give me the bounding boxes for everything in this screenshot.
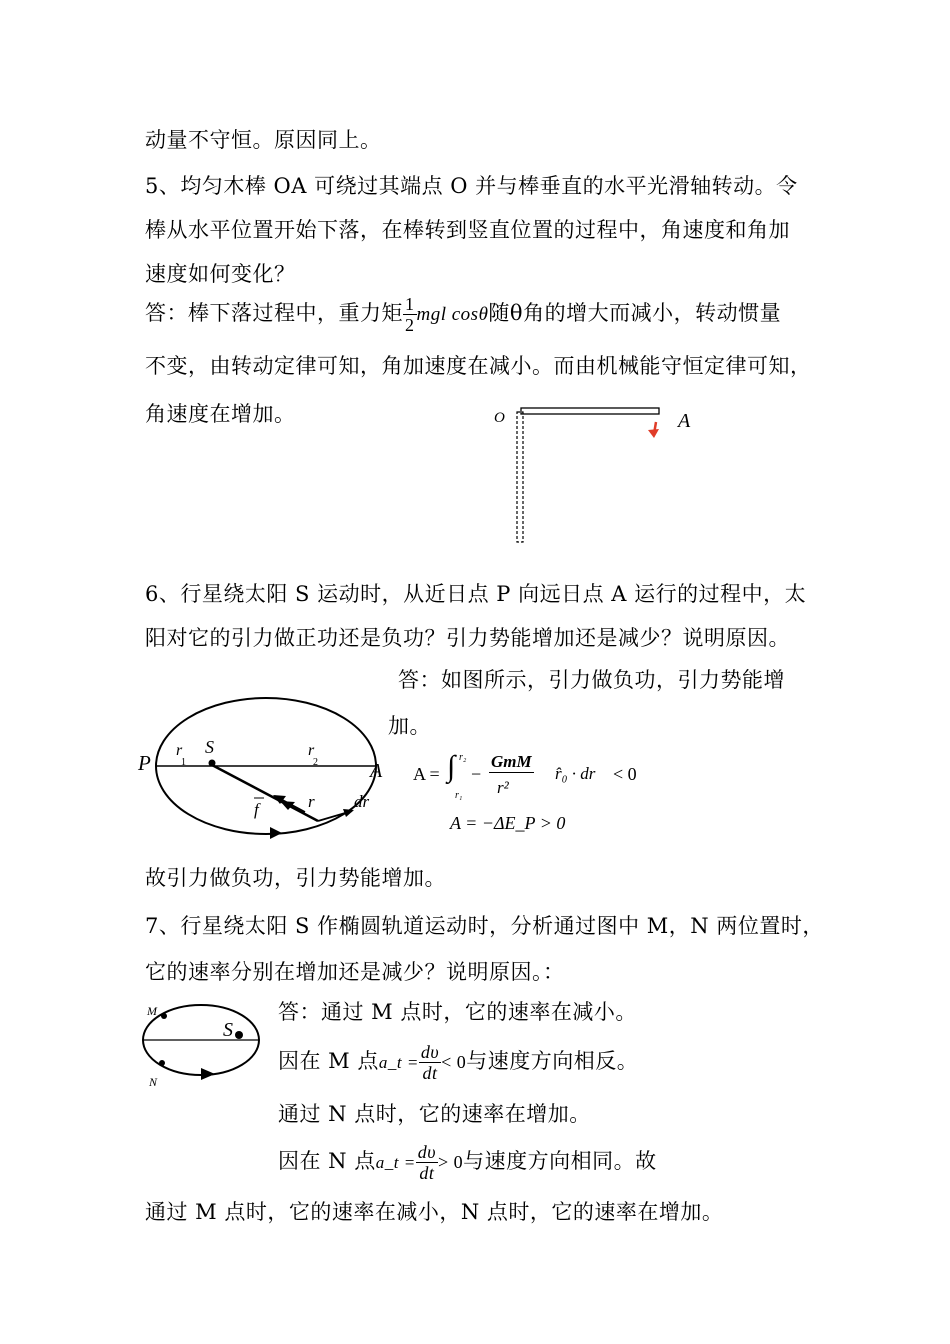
gt-zero: > 0: [437, 1152, 464, 1172]
rod-vertical-dashed: [517, 412, 523, 542]
r1-label: r: [176, 742, 183, 759]
rod-figure: [480, 400, 710, 550]
answer-6-conclusion: 故引力做负功，引力势能增加。: [145, 866, 446, 890]
energy-formula: A = −ΔE_P > 0: [450, 813, 566, 833]
work-minus: −: [471, 764, 482, 784]
frac-den: 2: [405, 315, 415, 335]
orbit-direction-arrow-2-icon: [201, 1068, 215, 1080]
sun-label-2: S: [223, 1019, 233, 1041]
answer-6-line-1: 答：如图所示，引力做负功，引力势能增: [398, 668, 785, 692]
work-lhs: A =: [413, 764, 440, 784]
answer-5-prefix: 答：棒下落过程中，重力矩: [145, 301, 403, 325]
integral-lower: r₁: [455, 790, 463, 801]
perihelion-label: P: [138, 751, 151, 775]
question-7-line-2: 它的速率分别在增加还是减少？说明原因。：: [145, 960, 565, 984]
dv-num: dυ: [420, 1042, 440, 1062]
answer-7-b-suffix: 与速度方向相反。: [466, 1049, 639, 1073]
answer-7-line-3: 通过 N 点时，它的速率在增加。: [278, 1102, 591, 1126]
question-5-line-2: 棒从水平位置开始下落，在棒转到竖直位置的过程中，角速度和角加: [145, 218, 790, 242]
work-formula: [413, 750, 653, 810]
answer-5-line-2: 不变，由转动定律可知，角加速度在减小。而由机械能守恒定律可知，: [145, 354, 812, 378]
dt-den: dt: [422, 1063, 438, 1083]
answer-5-line-3: 角速度在增加。: [145, 402, 296, 426]
sun-label: S: [205, 737, 214, 757]
rod-label-o: O: [494, 410, 505, 426]
aphelion-label: A: [370, 760, 383, 782]
answer-7-line-1: 答：通过 M 点时，它的速率在减小。: [278, 1000, 637, 1024]
answer-7-d-suffix: 与速度方向相同。故: [463, 1149, 657, 1173]
at-label: a_t =: [378, 1053, 419, 1072]
orbit-figure-2: [135, 995, 275, 1095]
text-line: 动量不守恒。原因同上。: [145, 128, 382, 152]
point-n-label: N: [149, 1075, 158, 1089]
point-m-label: M: [147, 1004, 157, 1018]
answer-7-d-prefix: 因在 N 点: [278, 1149, 376, 1173]
answer-7-line-4: [278, 1142, 657, 1183]
r-vec-label: r: [308, 792, 315, 811]
work-num: GmM: [491, 752, 532, 771]
answer-7-conclusion: 通过 M 点时，它的速率在减小，N 点时，它的速率在增加。: [145, 1200, 724, 1224]
point-m-dot: [161, 1013, 167, 1019]
rod-label-a: A: [678, 410, 691, 432]
rod-horizontal: [521, 408, 659, 414]
fraction-half: [403, 294, 417, 335]
torque-expr: mgl cosθ: [416, 304, 489, 325]
frac-num: 1: [405, 294, 415, 314]
sun-dot-2: [235, 1031, 243, 1039]
question-5-line-3: 速度如何变化？: [145, 262, 296, 286]
at-label-2: a_t =: [375, 1153, 416, 1172]
force-label: f: [254, 800, 259, 819]
question-6-line-1: 6、行星绕太阳 S 运动时，从近日点 P 向远日点 A 运行的过程中，太: [145, 582, 807, 606]
question-6-line-2: 阳对它的引力做正功还是负功？引力势能增加还是减少？说明原因。: [145, 626, 790, 650]
dv-num-2: dυ: [417, 1142, 436, 1162]
dv-dt-fraction: [419, 1042, 441, 1083]
answer-7-line-2: [278, 1042, 638, 1083]
dv-dt-fraction-2: [416, 1142, 438, 1183]
answer-7-b-prefix: 因在 M 点: [278, 1049, 379, 1073]
answer-5-mid: 随θ角的增大而减小，转动惯量: [488, 301, 782, 325]
answer-5-line-1: [145, 294, 781, 335]
rotation-arrowhead-icon: [648, 429, 659, 438]
integral-sign: ∫: [447, 750, 456, 783]
point-n-dot: [159, 1060, 165, 1066]
question-5-line-1: 5、均匀木棒 OA 可绕过其端点 O 并与棒垂直的水平光滑轴转动。令: [145, 174, 798, 198]
integral-upper: r₂: [459, 752, 467, 763]
answer-6-line-2: 加。: [388, 714, 431, 738]
orbit-figure-1: [130, 695, 390, 845]
dt-den-2: dt: [419, 1163, 435, 1183]
orbit-direction-arrow-icon: [270, 827, 282, 839]
work-rel: < 0: [613, 764, 637, 784]
dr-label: dr: [354, 792, 370, 811]
r2-label: r: [308, 742, 315, 759]
radius-vector: [212, 765, 318, 821]
work-rhat: r̂₀ · dr⃗: [555, 764, 609, 783]
dr-arrowhead-icon: [343, 809, 354, 817]
r2-subscript: 2: [313, 757, 318, 768]
work-den: r²: [497, 778, 509, 797]
lt-zero: < 0: [441, 1052, 467, 1072]
r1-subscript: 1: [181, 757, 186, 768]
question-7-line-1: 7、行星绕太阳 S 作椭圆轨道运动时，分析通过图中 M，N 两位置时，: [145, 914, 824, 938]
